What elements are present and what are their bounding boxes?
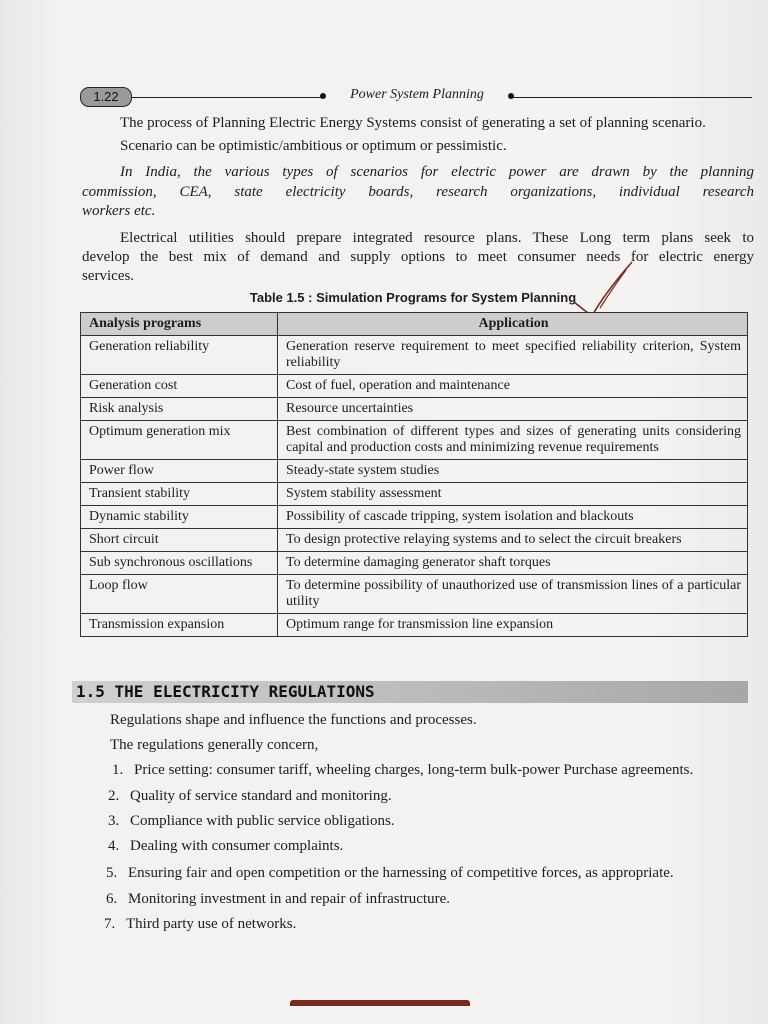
table-row bbox=[81, 506, 748, 529]
list-item bbox=[108, 787, 752, 806]
table-row bbox=[81, 483, 748, 506]
list-item-text: Third party use of networks. bbox=[126, 916, 297, 932]
list-item bbox=[108, 812, 752, 831]
analysis-program-cell: Risk analysis bbox=[81, 398, 278, 421]
paragraph-1-line-1: The process of Planning Electric Energy Systems consist of generating a set of planning scenario. bbox=[120, 115, 706, 131]
simulation-programs-table bbox=[80, 312, 748, 637]
paragraph-3-line-2: develop the best mix of demand and supply options to meet consumer needs for electric energy bbox=[82, 249, 754, 265]
table-header-row bbox=[81, 313, 748, 336]
table-row bbox=[81, 398, 748, 421]
list-item bbox=[106, 890, 752, 909]
list-item-text: Ensuring fair and open competition or the harnessing of competitive forces, as appropriate. bbox=[128, 865, 674, 881]
application-cell: To design protective relaying systems and to select the circuit breakers bbox=[278, 529, 748, 552]
table-row bbox=[81, 614, 748, 637]
list-item-text: Dealing with consumer complaints. bbox=[130, 838, 344, 854]
table-row bbox=[81, 336, 748, 375]
application-cell: System stability assessment bbox=[278, 483, 748, 506]
application-cell: Cost of fuel, operation and maintenance bbox=[278, 375, 748, 398]
application-cell: Optimum range for transmission line expansion bbox=[278, 614, 748, 637]
list-item bbox=[106, 864, 752, 883]
analysis-program-cell: Transmission expansion bbox=[81, 614, 278, 637]
header-dot-left bbox=[320, 93, 326, 99]
list-item bbox=[108, 837, 752, 856]
application-cell: To determine damaging generator shaft torques bbox=[278, 552, 748, 575]
page-header bbox=[80, 86, 752, 108]
paragraph-3-line-3: services. bbox=[82, 268, 135, 284]
handwritten-check-mark bbox=[570, 258, 640, 318]
list-item-text: Monitoring investment in and repair of infrastructure. bbox=[128, 891, 450, 907]
list-item-text: Compliance with public service obligations. bbox=[130, 813, 395, 829]
list-item-number: 2. bbox=[108, 788, 120, 804]
list-item bbox=[112, 761, 752, 780]
list-item-number: 7. bbox=[104, 916, 116, 932]
list-item bbox=[104, 915, 752, 934]
analysis-program-cell: Power flow bbox=[81, 460, 278, 483]
analysis-program-cell: Loop flow bbox=[81, 575, 278, 614]
header-rule-left bbox=[132, 97, 322, 98]
application-cell: Possibility of cascade tripping, system isolation and blackouts bbox=[278, 506, 748, 529]
column-header-application: Application bbox=[278, 313, 748, 336]
table-row bbox=[81, 575, 748, 614]
paragraph-2-line-3: workers etc. bbox=[82, 203, 156, 219]
list-item-number: 1. bbox=[112, 762, 124, 778]
column-header-analysis-programs: Analysis programs bbox=[81, 313, 278, 336]
table-row bbox=[81, 529, 748, 552]
section-intro-2: The regulations generally concern, bbox=[110, 737, 319, 753]
header-dot-right bbox=[508, 93, 514, 99]
section-intro-1: Regulations shape and influence the functions and processes. bbox=[110, 712, 477, 728]
analysis-program-cell: Dynamic stability bbox=[81, 506, 278, 529]
application-cell: Best combination of different types and sizes of generating units considering capital and production costs and minimizing revenue requirements bbox=[278, 421, 748, 460]
analysis-program-cell: Sub synchronous oscillations bbox=[81, 552, 278, 575]
table-caption: Table 1.5 : Simulation Programs for System Planning bbox=[249, 290, 577, 305]
application-cell: To determine possibility of unauthorized use of transmission lines of a particular utility bbox=[278, 575, 748, 614]
section-heading: 1.5 THE ELECTRICITY REGULATIONS bbox=[76, 682, 375, 701]
analysis-program-cell: Optimum generation mix bbox=[81, 421, 278, 460]
paragraph-2-line-1: In India, the various types of scenarios for electric power are drawn by the planning bbox=[120, 164, 754, 180]
table-row bbox=[81, 552, 748, 575]
running-title: Power System Planning bbox=[350, 87, 484, 102]
bottom-edge-mark bbox=[290, 1000, 470, 1006]
application-cell: Generation reserve requirement to meet specified reliability criterion, System reliability bbox=[278, 336, 748, 375]
paragraph-3-line-1: Electrical utilities should prepare integrated resource plans. These Long term plans seek to bbox=[120, 230, 754, 246]
list-item-number: 6. bbox=[106, 891, 118, 907]
application-cell: Steady-state system studies bbox=[278, 460, 748, 483]
header-rule-right bbox=[512, 97, 752, 98]
list-item-number: 3. bbox=[108, 813, 120, 829]
analysis-program-cell: Short circuit bbox=[81, 529, 278, 552]
list-item-text: Quality of service standard and monitoring. bbox=[130, 788, 392, 804]
analysis-program-cell: Generation cost bbox=[81, 375, 278, 398]
analysis-program-cell: Transient stability bbox=[81, 483, 278, 506]
page-number-badge: 1.22 bbox=[80, 87, 132, 107]
list-item-number: 4. bbox=[108, 838, 120, 854]
table-row bbox=[81, 375, 748, 398]
list-item-text: Price setting: consumer tariff, wheeling charges, long-term bulk-power Purchase agreements. bbox=[134, 762, 694, 778]
paragraph-2-line-2: commission, CEA, state electricity boards, research organizations, individual research bbox=[82, 184, 754, 200]
list-item-number: 5. bbox=[106, 865, 118, 881]
section-heading-band bbox=[72, 681, 748, 703]
analysis-program-cell: Generation reliability bbox=[81, 336, 278, 375]
application-cell: Resource uncertainties bbox=[278, 398, 748, 421]
paragraph-1-line-2: Scenario can be optimistic/ambitious or optimum or pessimistic. bbox=[120, 138, 507, 154]
table-row bbox=[81, 460, 748, 483]
table-row bbox=[81, 421, 748, 460]
